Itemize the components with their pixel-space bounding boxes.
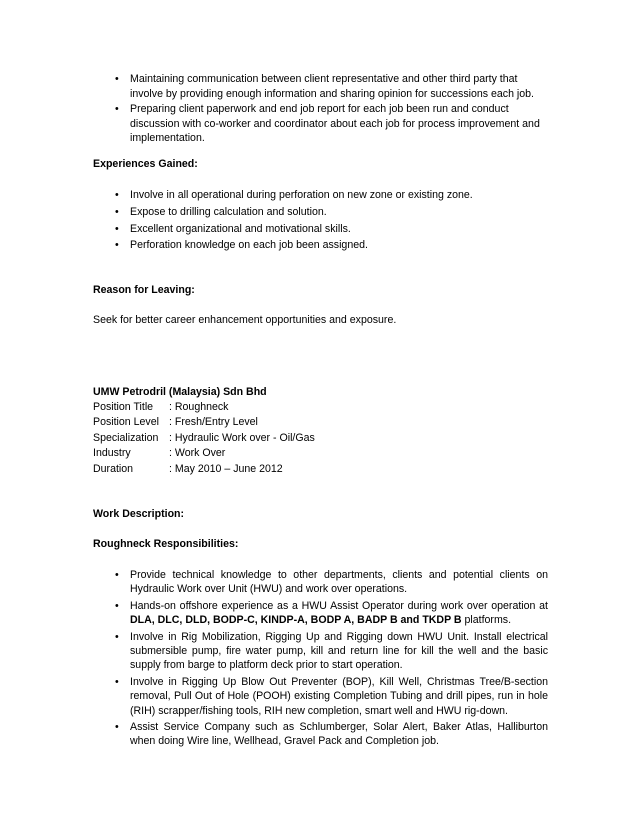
list-item: • Provide technical knowledge to other departments, clients and potential clients on Hydraulic Work over Unit (HWU) and work over operations. — [130, 568, 548, 597]
detail-value: : Fresh/Entry Level — [169, 416, 258, 429]
detail-value: : May 2010 – June 2012 — [169, 462, 283, 475]
responsibilities-heading: Roughneck Responsibilities: — [93, 538, 239, 550]
list-item: • Expose to drilling calculation and solution. — [130, 204, 548, 221]
list-item: • Involve in Rigging Up Blow Out Preventer (BOP), Kill Well, Christmas Tree/B-section removal, Pull Out of Hole (POOH) existing Completion Tubing and drill pipes, run in hole (RIH) scrapper/fishing tools, RIH new completion, smart well and HWU rig-down. — [130, 675, 548, 718]
platform-list: DLA, DLC, DLD, BODP-C, KINDP-A, BODP A, BADP B and TKDP B — [130, 614, 462, 627]
job-detail-row — [93, 446, 315, 461]
responsibilities-list — [130, 568, 548, 749]
list-item: • Involve in all operational during perforation on new zone or existing zone. — [130, 187, 548, 204]
company-name: UMW Petrodril (Malaysia) Sdn Bhd — [93, 386, 267, 398]
list-item: • Maintaining communication between client representative and other third party that involve by providing enough information and sharing opinion for successions each job. — [130, 72, 548, 101]
list-item: • Assist Service Company such as Schlumberger, Solar Alert, Baker Atlas, Halliburton when doing Wire line, Wellhead, Gravel Pack and Completion job. — [130, 720, 548, 749]
item-text: Hands-on offshore experience as a HWU Assist Operator during work over operation at — [130, 599, 548, 612]
list-item: • Excellent organizational and motivational skills. — [130, 221, 548, 238]
work-description-heading: Work Description: — [93, 508, 185, 520]
job-detail-row — [93, 400, 315, 415]
list-item: • Preparing client paperwork and end job report for each job been run and conduct discussion with co-worker and coordinator about each job for process improvement and implementation. — [130, 102, 548, 146]
detail-label: Industry — [93, 447, 131, 460]
detail-value: : Work Over — [169, 447, 226, 460]
detail-label: Specialization — [93, 431, 159, 444]
job-details — [93, 400, 315, 477]
job-detail-row — [93, 415, 315, 430]
job-detail-row — [93, 462, 315, 477]
top-bullet-list — [130, 72, 548, 146]
list-item: • Involve in Rig Mobilization, Rigging Up and Rigging down HWU Unit. Install electrical submersible pump, fire water pump, kill and return line for kill the well and the basic supply from barge to platform deck prior to start operation. — [130, 630, 548, 673]
experiences-heading: Experiences Gained: — [93, 158, 198, 170]
job-detail-row — [93, 431, 315, 446]
reason-text: Seek for better career enhancement opportunities and exposure. — [93, 314, 397, 326]
detail-label: Position Title — [93, 401, 154, 413]
list-item — [130, 599, 548, 628]
detail-value: : Roughneck — [169, 401, 229, 413]
reason-heading: Reason for Leaving: — [93, 284, 195, 296]
experiences-list — [130, 187, 548, 254]
list-item: • Perforation knowledge on each job been assigned. — [130, 237, 548, 254]
detail-value: : Hydraulic Work over - Oil/Gas — [169, 431, 315, 444]
item-tail: platforms. — [461, 614, 512, 627]
detail-label: Position Level — [93, 416, 159, 429]
detail-label: Duration — [93, 462, 134, 475]
